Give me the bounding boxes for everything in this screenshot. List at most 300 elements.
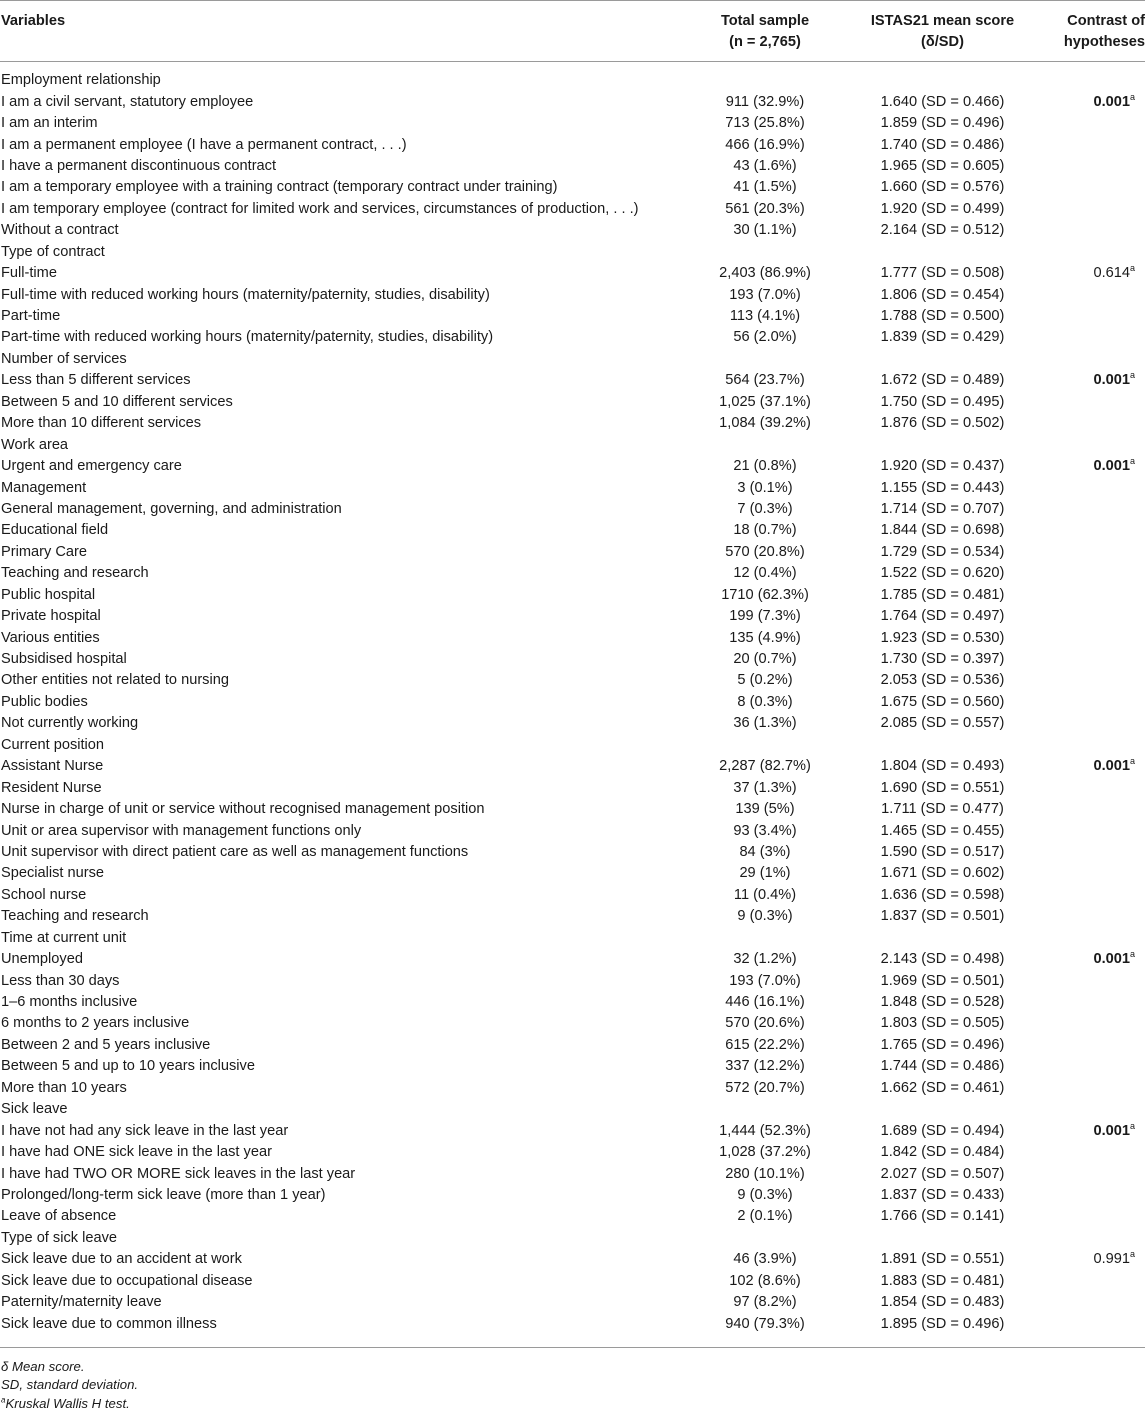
total-sample-cell	[690, 242, 840, 263]
mean-score-cell: 1.788 (SD = 0.500)	[880, 308, 1005, 325]
table-row	[0, 1163, 1145, 1184]
variable-label: Sick leave due to common illness	[1, 1315, 217, 1332]
total-sample-cell: 570 (20.6%)	[725, 1015, 805, 1032]
variable-label: Employment relationship	[1, 72, 161, 89]
mean-score-cell: 1.750 (SD = 0.495)	[880, 393, 1005, 410]
table-row	[0, 156, 1145, 177]
variable-label: More than 10 different services	[1, 415, 202, 432]
variable-label: Less than 5 different services	[1, 372, 191, 389]
mean-score-cell: 1.765 (SD = 0.496)	[880, 1036, 1005, 1053]
total-sample-cell	[690, 434, 840, 455]
header-variables: Variables	[0, 1, 690, 62]
contrast-cell	[1045, 1078, 1145, 1099]
table-row	[0, 1013, 1145, 1034]
total-sample-cell: 41 (1.5%)	[733, 179, 797, 196]
section-heading-row	[0, 928, 1145, 949]
mean-score-cell: 1.920 (SD = 0.437)	[880, 458, 1005, 475]
variable-label: General management, governing, and administration	[1, 500, 342, 517]
total-sample-cell: 102 (8.6%)	[729, 1272, 801, 1289]
mean-score-cell: 1.522 (SD = 0.620)	[880, 565, 1005, 582]
mean-score-cell: 1.891 (SD = 0.551)	[880, 1251, 1005, 1268]
section-heading-row	[0, 1099, 1145, 1120]
table-row	[0, 692, 1145, 713]
mean-score-cell	[840, 349, 1045, 370]
mean-score-cell	[840, 242, 1045, 263]
variable-label: Private hospital	[1, 608, 101, 625]
total-sample-cell: 36 (1.3%)	[733, 715, 797, 732]
variable-label: Management	[1, 479, 87, 496]
table-row	[0, 91, 1145, 112]
mean-score-cell: 1.744 (SD = 0.486)	[880, 1058, 1005, 1075]
variable-label: School nurse	[1, 886, 87, 903]
contrast-cell	[1045, 1228, 1145, 1249]
variable-label: Sick leave due to occupational disease	[1, 1272, 253, 1289]
table-row	[0, 906, 1145, 927]
total-sample-cell: 97 (8.2%)	[733, 1294, 797, 1311]
total-sample-cell: 466 (16.9%)	[725, 136, 805, 153]
contrast-cell	[1045, 499, 1145, 520]
mean-score-cell: 1.839 (SD = 0.429)	[880, 329, 1005, 346]
variable-label: I am a civil servant, statutory employee	[1, 93, 254, 110]
header-total-sample: Total sample (n = 2,765)	[690, 1, 840, 62]
variable-label: I have not had any sick leave in the last year	[1, 1122, 289, 1139]
total-sample-cell: 56 (2.0%)	[733, 329, 797, 346]
contrast-cell	[1045, 1271, 1145, 1292]
contrast-cell	[1045, 1056, 1145, 1077]
table-row	[0, 649, 1145, 670]
table-row	[0, 220, 1145, 241]
table-row	[0, 263, 1145, 284]
total-sample-cell: 199 (7.3%)	[729, 608, 801, 625]
total-sample-cell: 20 (0.7%)	[733, 651, 797, 668]
mean-score-cell: 1.876 (SD = 0.502)	[880, 415, 1005, 432]
mean-score-cell: 1.844 (SD = 0.698)	[880, 522, 1005, 539]
mean-score-cell: 1.804 (SD = 0.493)	[880, 758, 1005, 775]
mean-score-cell: 1.730 (SD = 0.397)	[880, 651, 1005, 668]
mean-score-cell: 1.785 (SD = 0.481)	[880, 586, 1005, 603]
total-sample-cell: 1,028 (37.2%)	[719, 1144, 811, 1161]
table-row	[0, 1120, 1145, 1141]
p-value: 0.001	[1093, 93, 1130, 110]
total-sample-cell: 9 (0.3%)	[737, 1186, 793, 1203]
total-sample-cell: 1,084 (39.2%)	[719, 415, 811, 432]
table-row	[0, 542, 1145, 563]
table-header	[0, 1, 1145, 62]
contrast-cell	[1045, 820, 1145, 841]
contrast-cell	[1045, 756, 1145, 777]
section-heading-row	[0, 735, 1145, 756]
variable-label: Paternity/maternity leave	[1, 1294, 162, 1311]
total-sample-cell: 84 (3%)	[739, 843, 791, 860]
footnote-kruskal-wallis: $^a$Kruskal Wallis H test.	[1, 1395, 130, 1411]
variable-label: Public bodies	[1, 693, 88, 710]
contrast-cell	[1045, 863, 1145, 884]
variable-label: I have a permanent discontinuous contract	[1, 157, 277, 174]
p-value-superscript: a	[1129, 1249, 1135, 1260]
contrast-cell	[1045, 520, 1145, 541]
total-sample-cell: 2,287 (82.7%)	[719, 758, 811, 775]
contrast-cell	[1045, 242, 1145, 263]
table-row	[0, 199, 1145, 220]
mean-score-cell: 1.969 (SD = 0.501)	[880, 972, 1005, 989]
mean-score-cell: 1.465 (SD = 0.455)	[880, 822, 1005, 839]
contrast-cell	[1045, 456, 1145, 477]
table-row	[0, 606, 1145, 627]
table-row	[0, 134, 1145, 155]
variable-label: Nurse in charge of unit or service without recognised management position	[1, 801, 485, 818]
table-row	[0, 1185, 1145, 1206]
total-sample-cell: 3 (0.1%)	[737, 479, 793, 496]
mean-score-cell: 2.027 (SD = 0.507)	[880, 1165, 1005, 1182]
total-sample-cell	[690, 1099, 840, 1120]
mean-score-cell: 1.803 (SD = 0.505)	[880, 1015, 1005, 1032]
variable-label: Between 5 and up to 10 years inclusive	[1, 1058, 255, 1075]
total-sample-cell	[690, 349, 840, 370]
table-row	[0, 1035, 1145, 1056]
header-contrast: Contrast of hypotheses	[1045, 1, 1145, 62]
contrast-cell	[1045, 306, 1145, 327]
total-sample-cell: 1,025 (37.1%)	[719, 393, 811, 410]
mean-score-cell: 1.920 (SD = 0.499)	[880, 200, 1005, 217]
table-row	[0, 970, 1145, 991]
total-sample-cell: 135 (4.9%)	[729, 629, 801, 646]
table-row	[0, 177, 1145, 198]
mean-score-cell	[840, 62, 1045, 92]
contrast-cell	[1045, 606, 1145, 627]
contrast-cell	[1045, 477, 1145, 498]
table-row	[0, 456, 1145, 477]
contrast-cell	[1045, 263, 1145, 284]
total-sample-cell: 570 (20.8%)	[725, 543, 805, 560]
variable-label: I am a permanent employee (I have a permanent contract, . . .)	[1, 136, 407, 153]
total-sample-cell: 8 (0.3%)	[737, 693, 793, 710]
mean-score-cell: 1.740 (SD = 0.486)	[880, 136, 1005, 153]
contrast-cell	[1045, 1142, 1145, 1163]
mean-score-cell: 1.714 (SD = 0.707)	[880, 500, 1005, 517]
contrast-cell	[1045, 134, 1145, 155]
table-row	[0, 370, 1145, 391]
variable-label: Part-time with reduced working hours (maternity/paternity, studies, disability)	[1, 329, 494, 346]
variable-label: Specialist nurse	[1, 865, 105, 882]
total-sample-cell: 572 (20.7%)	[725, 1079, 805, 1096]
variable-label: Without a contract	[1, 222, 119, 239]
variable-label: Teaching and research	[1, 908, 149, 925]
p-value-superscript: a	[1129, 949, 1135, 960]
variable-label: 6 months to 2 years inclusive	[1, 1015, 190, 1032]
total-sample-cell: 911 (32.9%)	[725, 93, 805, 110]
contrast-cell	[1045, 799, 1145, 820]
mean-score-cell	[840, 434, 1045, 455]
mean-score-cell: 1.662 (SD = 0.461)	[880, 1079, 1005, 1096]
table-row	[0, 713, 1145, 734]
section-heading-row	[0, 242, 1145, 263]
variable-label: I am temporary employee (contract for limited work and services, circumstances of production, . . .)	[1, 200, 639, 217]
mean-score-cell: 1.729 (SD = 0.534)	[880, 543, 1005, 560]
contrast-cell	[1045, 777, 1145, 798]
total-sample-cell: 30 (1.1%)	[733, 222, 797, 239]
variable-label: Between 5 and 10 different services	[1, 393, 233, 410]
mean-score-cell: 1.640 (SD = 0.466)	[880, 93, 1005, 110]
total-sample-cell: 7 (0.3%)	[737, 500, 793, 517]
mean-score-cell: 1.848 (SD = 0.528)	[880, 994, 1005, 1011]
mean-score-cell: 1.590 (SD = 0.517)	[880, 843, 1005, 860]
mean-score-cell: 1.883 (SD = 0.481)	[880, 1272, 1005, 1289]
table-row	[0, 306, 1145, 327]
table-row	[0, 499, 1145, 520]
total-sample-cell: 561 (20.3%)	[725, 200, 805, 217]
mean-score-cell: 1.895 (SD = 0.496)	[880, 1315, 1005, 1332]
contrast-cell	[1045, 585, 1145, 606]
table-row	[0, 949, 1145, 970]
header-mean-score: ISTAS21 mean score (δ/SD)	[840, 1, 1045, 62]
table-row	[0, 756, 1145, 777]
contrast-cell	[1045, 649, 1145, 670]
table-footnotes	[0, 1347, 1145, 1413]
mean-score-cell: 2.164 (SD = 0.512)	[880, 222, 1005, 239]
variable-label: Assistant Nurse	[1, 758, 104, 775]
total-sample-cell: 1,444 (52.3%)	[719, 1122, 811, 1139]
mean-score-cell: 1.923 (SD = 0.530)	[880, 629, 1005, 646]
variable-label: Unit or area supervisor with management functions only	[1, 822, 362, 839]
mean-score-cell	[840, 928, 1045, 949]
contrast-cell	[1045, 970, 1145, 991]
contrast-cell	[1045, 1249, 1145, 1270]
contrast-cell	[1045, 392, 1145, 413]
mean-score-cell: 1.837 (SD = 0.433)	[880, 1186, 1005, 1203]
contrast-cell	[1045, 842, 1145, 863]
contrast-cell	[1045, 113, 1145, 134]
variable-label: Subsidised hospital	[1, 651, 127, 668]
variable-label: More than 10 years	[1, 1079, 127, 1096]
variable-label: Between 2 and 5 years inclusive	[1, 1036, 211, 1053]
p-value-superscript: a	[1129, 263, 1135, 274]
table-row	[0, 327, 1145, 348]
total-sample-cell: 615 (22.2%)	[725, 1036, 805, 1053]
variable-label: Full-time	[1, 265, 57, 282]
total-sample-cell: 193 (7.0%)	[729, 286, 801, 303]
total-sample-cell: 280 (10.1%)	[725, 1165, 805, 1182]
contrast-cell	[1045, 542, 1145, 563]
total-sample-cell: 46 (3.9%)	[733, 1251, 797, 1268]
table-row	[0, 627, 1145, 648]
contrast-cell	[1045, 563, 1145, 584]
table-row	[0, 992, 1145, 1013]
mean-score-cell: 1.636 (SD = 0.598)	[880, 886, 1005, 903]
variable-label: I am an interim	[1, 115, 98, 132]
variable-label: Other entities not related to nursing	[1, 672, 229, 689]
table-row	[0, 799, 1145, 820]
contrast-cell	[1045, 1163, 1145, 1184]
footnote-sd: SD, standard deviation.	[1, 1377, 139, 1393]
contrast-cell	[1045, 928, 1145, 949]
variable-label: Current position	[1, 736, 105, 753]
table-row	[0, 113, 1145, 134]
table-row	[0, 1313, 1145, 1340]
contrast-cell	[1045, 220, 1145, 241]
table-row	[0, 1142, 1145, 1163]
table-row	[0, 1271, 1145, 1292]
variable-label: I have had ONE sick leave in the last year	[1, 1144, 272, 1161]
p-value: 0.001	[1093, 458, 1130, 475]
variable-label: Work area	[1, 436, 69, 453]
mean-score-cell: 1.690 (SD = 0.551)	[880, 779, 1005, 796]
contrast-cell	[1045, 992, 1145, 1013]
variable-label: Full-time with reduced working hours (maternity/paternity, studies, disability)	[1, 286, 490, 303]
variable-label: Time at current unit	[1, 929, 127, 946]
variable-label: Urgent and emergency care	[1, 458, 182, 475]
table-row	[0, 1292, 1145, 1313]
contrast-cell	[1045, 434, 1145, 455]
total-sample-cell: 2,403 (86.9%)	[719, 265, 811, 282]
total-sample-cell: 113 (4.1%)	[729, 308, 801, 325]
mean-score-cell: 1.806 (SD = 0.454)	[880, 286, 1005, 303]
variable-label: Various entities	[1, 629, 100, 646]
variable-label: Resident Nurse	[1, 779, 102, 796]
table-body	[0, 62, 1145, 1341]
p-value: 0.001	[1093, 1122, 1130, 1139]
contrast-cell	[1045, 177, 1145, 198]
total-sample-cell: 32 (1.2%)	[733, 951, 797, 968]
table-row	[0, 392, 1145, 413]
contrast-cell	[1045, 1206, 1145, 1227]
contrast-cell	[1045, 370, 1145, 391]
total-sample-cell: 337 (12.2%)	[725, 1058, 805, 1075]
mean-score-cell	[840, 1228, 1045, 1249]
table-row	[0, 863, 1145, 884]
variable-label: Type of contract	[1, 243, 105, 260]
variable-label: Public hospital	[1, 586, 96, 603]
variable-label: Sick leave	[1, 1101, 68, 1118]
variable-label: Part-time	[1, 308, 61, 325]
contrast-cell	[1045, 735, 1145, 756]
variable-label: Unemployed	[1, 951, 83, 968]
contrast-cell	[1045, 91, 1145, 112]
table-row	[0, 520, 1145, 541]
total-sample-cell	[690, 62, 840, 92]
contrast-cell	[1045, 62, 1145, 92]
mean-score-cell: 1.854 (SD = 0.483)	[880, 1294, 1005, 1311]
contrast-cell	[1045, 885, 1145, 906]
mean-score-cell: 2.053 (SD = 0.536)	[880, 672, 1005, 689]
mean-score-cell	[840, 1099, 1045, 1120]
p-value-superscript: a	[1129, 456, 1135, 467]
p-value: 0.001	[1093, 372, 1130, 389]
total-sample-cell: 37 (1.3%)	[733, 779, 797, 796]
variable-label: Educational field	[1, 522, 109, 539]
total-sample-cell	[690, 1228, 840, 1249]
mean-score-cell: 1.766 (SD = 0.141)	[880, 1208, 1005, 1225]
total-sample-cell: 940 (79.3%)	[725, 1315, 805, 1332]
contrast-cell	[1045, 1313, 1145, 1340]
contrast-cell	[1045, 1185, 1145, 1206]
table-row	[0, 1056, 1145, 1077]
total-sample-cell	[690, 735, 840, 756]
total-sample-cell: 564 (23.7%)	[725, 372, 805, 389]
variable-label: Type of sick leave	[1, 1229, 117, 1246]
total-sample-cell: 93 (3.4%)	[733, 822, 797, 839]
table-row	[0, 842, 1145, 863]
total-sample-cell	[690, 928, 840, 949]
contrast-cell	[1045, 1120, 1145, 1141]
table-row	[0, 413, 1145, 434]
variable-label: Teaching and research	[1, 565, 149, 582]
table-row	[0, 563, 1145, 584]
section-heading-row	[0, 349, 1145, 370]
contrast-cell	[1045, 199, 1145, 220]
p-value-superscript: a	[1129, 91, 1135, 102]
variable-label: Prolonged/long-term sick leave (more than 1 year)	[1, 1186, 326, 1203]
contrast-cell	[1045, 692, 1145, 713]
mean-score-cell: 1.660 (SD = 0.576)	[880, 179, 1005, 196]
mean-score-cell: 1.837 (SD = 0.501)	[880, 908, 1005, 925]
contrast-cell	[1045, 1292, 1145, 1313]
mean-score-cell: 1.965 (SD = 0.605)	[880, 157, 1005, 174]
table-row	[0, 670, 1145, 691]
variable-label: I am a temporary employee with a training contract (temporary contract under training)	[1, 179, 558, 196]
table-row	[0, 585, 1145, 606]
mean-score-cell: 1.842 (SD = 0.484)	[880, 1144, 1005, 1161]
total-sample-cell: 18 (0.7%)	[733, 522, 797, 539]
mean-score-cell: 1.689 (SD = 0.494)	[880, 1122, 1005, 1139]
contrast-cell	[1045, 349, 1145, 370]
mean-score-cell: 2.085 (SD = 0.557)	[880, 715, 1005, 732]
contrast-cell	[1045, 949, 1145, 970]
mean-score-cell: 1.764 (SD = 0.497)	[880, 608, 1005, 625]
mean-score-cell: 1.711 (SD = 0.477)	[881, 801, 1004, 818]
total-sample-cell: 2 (0.1%)	[737, 1208, 793, 1225]
mean-score-cell: 1.777 (SD = 0.508)	[880, 265, 1005, 282]
total-sample-cell: 193 (7.0%)	[729, 972, 801, 989]
contrast-cell	[1045, 156, 1145, 177]
table-row	[0, 1206, 1145, 1227]
table-row	[0, 820, 1145, 841]
mean-score-cell: 1.155 (SD = 0.443)	[880, 479, 1005, 496]
table-row	[0, 284, 1145, 305]
variable-label: Less than 30 days	[1, 972, 120, 989]
variable-label: Sick leave due to an accident at work	[1, 1251, 242, 1268]
mean-score-cell: 2.143 (SD = 0.498)	[880, 951, 1005, 968]
variable-label: Unit supervisor with direct patient care as well as management functions	[1, 843, 469, 860]
table-row	[0, 1249, 1145, 1270]
section-heading-row	[0, 62, 1145, 92]
p-value: 0.991	[1093, 1251, 1130, 1268]
mean-score-cell: 1.671 (SD = 0.602)	[880, 865, 1005, 882]
total-sample-cell: 5 (0.2%)	[737, 672, 793, 689]
p-value: 0.001	[1093, 758, 1130, 775]
contrast-cell	[1045, 627, 1145, 648]
contrast-cell	[1045, 327, 1145, 348]
variable-label: I have had TWO OR MORE sick leaves in the last year	[1, 1165, 356, 1182]
variable-label: Not currently working	[1, 715, 139, 732]
contrast-cell	[1045, 1035, 1145, 1056]
variable-label: Primary Care	[1, 543, 87, 560]
total-sample-cell: 43 (1.6%)	[733, 157, 797, 174]
table-row	[0, 777, 1145, 798]
variable-label: Leave of absence	[1, 1208, 117, 1225]
contrast-cell	[1045, 1013, 1145, 1034]
total-sample-cell: 11 (0.4%)	[733, 886, 797, 903]
total-sample-cell: 1710 (62.3%)	[721, 586, 809, 603]
table-row	[0, 477, 1145, 498]
total-sample-cell: 29 (1%)	[739, 865, 791, 882]
contrast-cell	[1045, 1099, 1145, 1120]
p-value-superscript: a	[1129, 370, 1135, 381]
mean-score-cell: 1.672 (SD = 0.489)	[880, 372, 1005, 389]
total-sample-cell: 446 (16.1%)	[725, 994, 805, 1011]
mean-score-cell: 1.675 (SD = 0.560)	[880, 693, 1005, 710]
total-sample-cell: 12 (0.4%)	[733, 565, 797, 582]
mean-score-cell: 1.859 (SD = 0.496)	[880, 115, 1005, 132]
